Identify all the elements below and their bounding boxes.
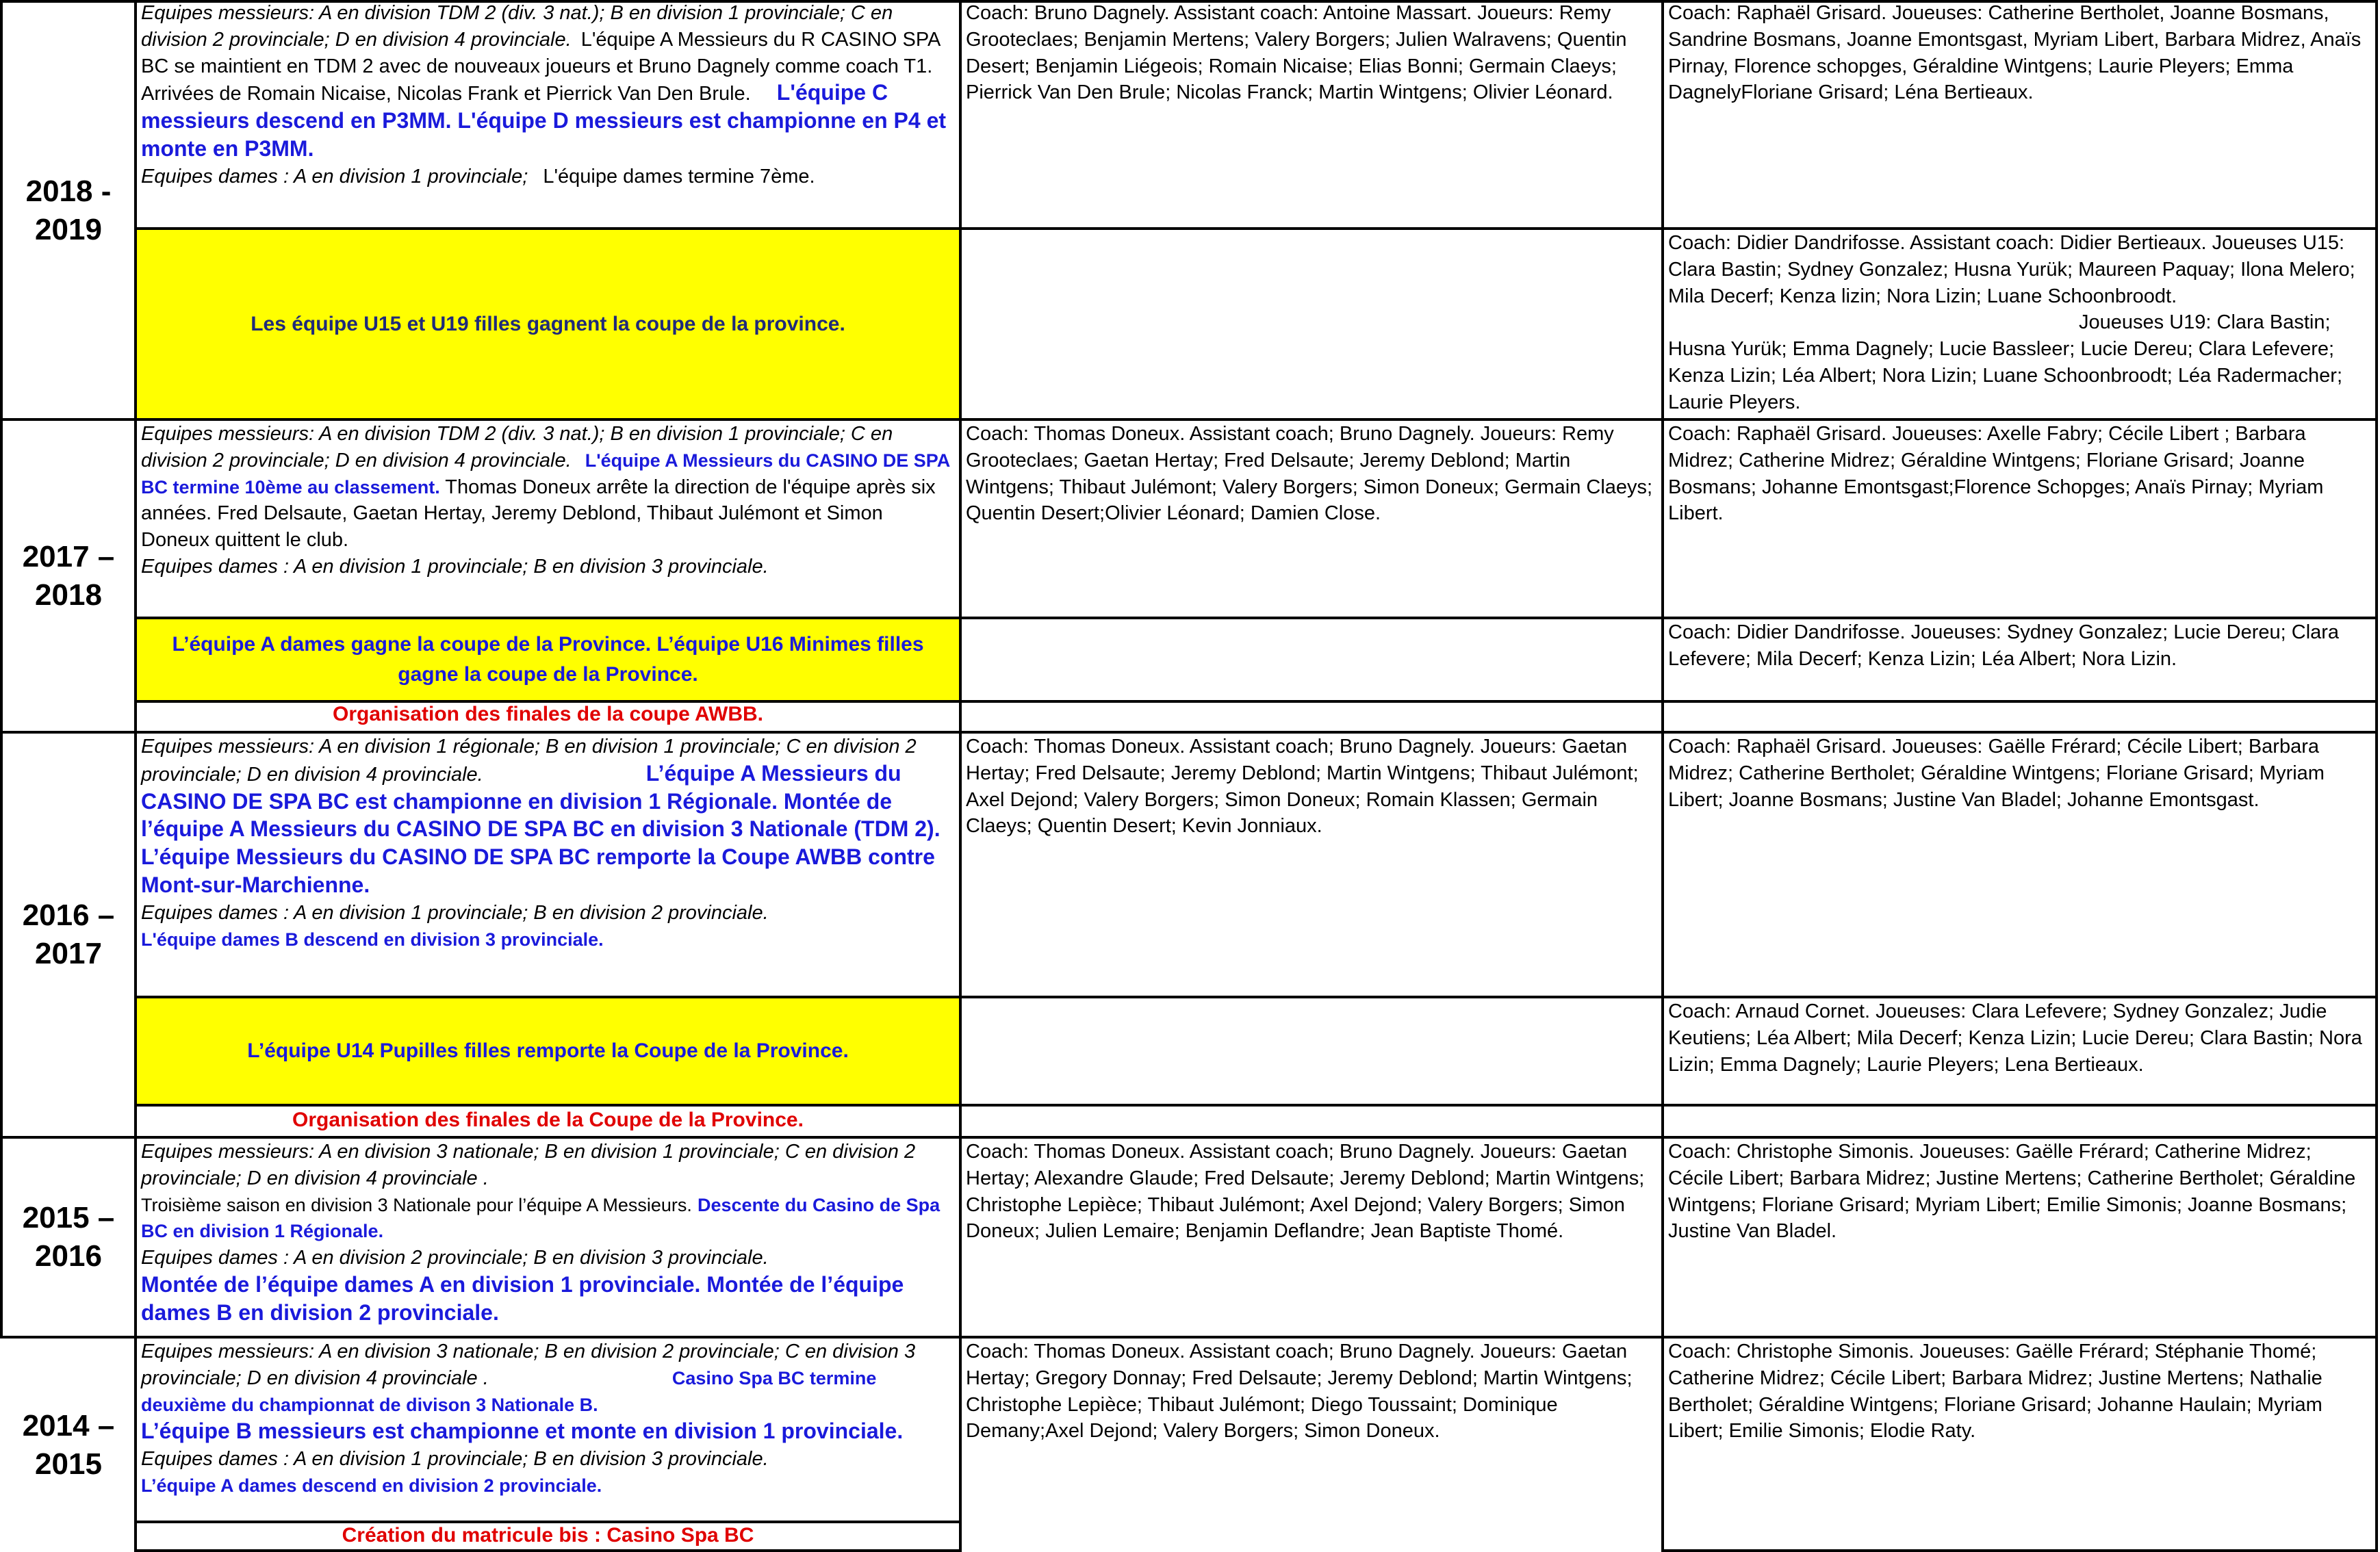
season-year: 2017 – 2018 xyxy=(22,539,115,612)
men-promotion: L’équipe B messieurs est championne et monte en division 1 provinciale. xyxy=(141,1419,904,1444)
youth-highlight: Les équipe U15 et U19 filles gagnent la coupe de la province. xyxy=(137,230,959,418)
season-year: 2018 - 2019 xyxy=(25,174,112,246)
season-year: 2016 – 2017 xyxy=(22,898,115,970)
women-roster: Coach: Christophe Simonis. Joueuses: Gaëlle Frérard; Stéphanie Thomé; Catherine Midrez; Cécile Libert; Barbara Midrez; Justine Mertens; Nathalie Bertholet; Géraldine Wintgens; Floriane Grisard; Johanne Haulain; Myriam Libert; Emilie Simonis; Elodie Raty. xyxy=(1668,1341,2323,1443)
men-roster: Coach: Thomas Doneux. Assistant coach; Bruno Dagnely. Joueurs: Gaetan Hertay; Alexandre Glaude; Fred Delsaute; Jeremy Deblond; Martin Wintgens; Christophe Lepièce; Thibaut Julémont; Axel Dejond; Valery Borgers; Simon Doneux; Julien Lemaire; Benjamin Deflandre; Jean Baptiste Thomé. xyxy=(966,1141,1645,1243)
event-note: Création du matricule bis : Casino Spa BC xyxy=(342,1524,754,1547)
youth-roster xyxy=(1664,230,2375,418)
event-note: Organisation des finales de la coupe AWBB. xyxy=(332,703,764,725)
men-summary xyxy=(137,1338,959,1521)
men-roster: Coach: Thomas Doneux. Assistant coach; Bruno Dagnely. Joueurs: Gaetan Hertay; Fred Delsaute; Jeremy Deblond; Martin Wintgens; Thibaut Julémont; Axel Dejond; Valery Borgers; Simon Doneux; Romain Klassen; Germain Claeys; Quentin Desert; Kevin Jonniaux. xyxy=(966,736,1639,838)
men-highlight: L'équipe A Messieurs du CASINO DE SPA BC termine 10ème au classement. xyxy=(141,450,950,497)
event-note: Organisation des finales de la Coupe de la Province. xyxy=(292,1109,804,1131)
men-summary xyxy=(137,1139,959,1336)
men-news: L'équipe A Messieurs du R CASINO SPA BC se maintient en TDM 2 avec de nouveaux joueurs et Bruno Dagnely comme coach T1. Arrivées de Romain Nicaise, Nicolas Frank et Pierrick Van Den Brule. xyxy=(141,28,940,105)
men-highlight: Descente du Casino de Spa BC en division 1 Régionale. xyxy=(141,1194,941,1242)
men-summary xyxy=(137,734,959,996)
women-teams: Equipes dames : A en division 1 provinciale; xyxy=(141,165,528,187)
men-roster: Coach: Thomas Doneux. Assistant coach; Bruno Dagnely. Joueurs: Gaetan Hertay; Gregory Donnay; Fred Delsaute; Jeremy Deblond; Martin Wintgens; Christophe Lepièce; Thibaut Julémont; Diego Toussaint; Dominique Demany;Axel Dejond; Valery Borgers; Simon Doneux. xyxy=(966,1341,1633,1443)
women-teams: Equipes dames : A en division 2 provinciale; B en division 3 provinciale. xyxy=(141,1247,769,1269)
youth-roster: Coach: Arnaud Cornet. Joueuses: Clara Lefevere; Sydney Gonzalez; Judie Keutiens; Léa Albert; Mila Decerf; Kenza Lizin; Lucie Dereu; Clara Bastin; Nora Lizin; Emma Dagnely; Laurie Pleyers; Lena Bertieaux. xyxy=(1668,1000,2362,1076)
men-teams: Equipes messieurs: A en division TDM 2 (div. 3 nat.); B en division 1 provinciale; C en division 2 provinciale; D en division 4 provinciale. xyxy=(141,423,893,471)
women-teams: Equipes dames : A en division 1 provinciale; B en division 3 provinciale. xyxy=(141,1448,769,1471)
youth-highlight: L’équipe A dames gagne la coupe de la Province. L’équipe U16 Minimes filles gagne la coupe de la Province. xyxy=(137,619,959,700)
women-teams: Equipes dames : A en division 1 provinciale; B en division 3 provinciale. xyxy=(141,555,769,578)
women-roster: Coach: Raphaël Grisard. Joueuses: Axelle Fabry; Cécile Libert ; Barbara Midrez; Catherine Midrez; Géraldine Wintgens; Floriane Grisard; Joanne Bosmans; Johanne Emontsgast;Florence Schopges; Anaïs Pirnay; Myriam Libert. xyxy=(1668,423,2324,525)
women-roster: Coach: Christophe Simonis. Joueuses: Gaëlle Frérard; Catherine Midrez; Cécile Libert; Barbara Midrez; Justine Mertens; Catherine Bertholet; Géraldine Wintgens; Floriane Grisard; Myriam Libert; Emilie Simonis; Joanne Bosmans; Justine Van Bladel. xyxy=(1668,1141,2356,1243)
women-teams: Equipes dames : A en division 1 provinciale; B en division 2 provinciale. xyxy=(141,901,769,924)
men-teams: Equipes messieurs: A en division 1 régionale; B en division 1 provinciale; C en division 2 provinciale; D en division 4 provinciale. xyxy=(141,736,917,786)
women-result: L'équipe dames termine 7ème. xyxy=(543,165,815,187)
men-roster: Coach: Bruno Dagnely. Assistant coach: Antoine Massart. Joueurs: Remy Grooteclaes; Benjamin Mertens; Valery Borgers; Julien Walravens; Quentin Desert; Benjamin Liégeois; Romain Nicaise; Elias Bonni; Germain Claeys; Pierrick Van Den Brule; Nicolas Franck; Martin Wintgens; Olivier Léonard. xyxy=(966,2,1627,104)
men-highlight: L'équipe C messieurs descend en P3MM. L'équipe D messieurs est championne en P4 et monte en P3MM. xyxy=(141,80,947,161)
women-roster: Coach: Raphaël Grisard. Joueuses: Catherine Bertholet, Joanne Bosmans, Sandrine Bosmans, Joanne Emontsgast, Myriam Libert, Barbara Midrez, Anaïs Pirnay, Florence schopges, Géraldine Wintgens; Laurie Pleyers; Emma DagnelyFloriane Grisard; Léna Bertieaux. xyxy=(1668,2,2362,104)
youth-roster-u19: Joueuses U19: Clara Bastin; Husna Yurük; Emma Dagnely; Lucie Bassleer; Lucie Dereu; Clara Lefevere; Kenza Lizin; Léa Albert; Nora Lizin; Luane Schoonbroodt; Léa Radermacher; Laurie Pleyers. xyxy=(1668,311,2343,413)
men-highlight: Casino Spa BC termine deuxième du championnat de divison 3 Nationale B. xyxy=(141,1367,877,1415)
men-summary xyxy=(137,421,959,617)
men-roster: Coach: Thomas Doneux. Assistant coach; Bruno Dagnely. Joueurs: Remy Grooteclaes; Gaetan Hertay; Fred Delsaute; Jeremy Deblond; Martin Wintgens; Thibaut Julémont; Valery Borgers; Simon Doneux; Germain Claeys; Quentin Desert;Olivier Léonard; Damien Close. xyxy=(966,423,1653,525)
women-result: L’équipe A dames descend en division 2 provinciale. xyxy=(141,1475,602,1496)
women-roster: Coach: Raphaël Grisard. Joueuses: Gaëlle Frérard; Cécile Libert; Barbara Midrez; Catherine Bertholet; Géraldine Wintgens; Floriane Grisard; Myriam Libert; Joanne Bosmans; Justine Van Bladel; Johanne Emontsgast. xyxy=(1668,736,2325,811)
women-result: L'équipe dames B descend en division 3 provinciale. xyxy=(141,929,604,950)
men-teams: Equipes messieurs: A en division 3 nationale; B en division 2 provinciale; C en division 3 provinciale; D en division 4 provinciale . xyxy=(141,1341,916,1389)
men-highlight: L’équipe A Messieurs du CASINO DE SPA BC est championne en division 1 Régionale. Montée de l’équipe A Messieurs du CASINO DE SPA BC en division 3 Nationale (TDM 2). L’équipe Messieurs du CASINO DE SPA BC remporte la Coupe AWBB contre Mont-sur-Marchienne. xyxy=(141,760,941,897)
youth-roster-u15: Coach: Didier Dandrifosse. Assistant coach: Didier Bertieaux. Joueuses U15: Clara Bastin; Sydney Gonzalez; Husna Yurük; Maureen Paquay; Ilona Melero; Mila Decerf; Kenza lizin; Nora Lizin; Luane Schoonbroodt. xyxy=(1668,232,2355,307)
season-year: 2015 – 2016 xyxy=(22,1201,115,1273)
men-news: Thomas Doneux arrête la direction de l'équipe après six années. Fred Delsaute, Gaetan Hertay, Jeremy Deblond, Thibaut Julémont et Simon Doneux quittent le club. xyxy=(141,476,936,552)
men-summary xyxy=(137,0,959,227)
season-year: 2014 – 2015 xyxy=(22,1409,115,1481)
men-teams: Equipes messieurs: A en division TDM 2 (div. 3 nat.); B en division 1 provinciale; C en division 2 provinciale; D en division 4 provinciale. xyxy=(141,2,893,51)
men-news: Troisième saison en division 3 Nationale pour l’équipe A Messieurs. xyxy=(141,1194,692,1215)
youth-highlight: L’équipe U14 Pupilles filles remporte la Coupe de la Province. xyxy=(137,998,959,1104)
men-teams: Equipes messieurs: A en division 3 nationale; B en division 1 provinciale; C en division 2 provinciale; D en division 4 provinciale . xyxy=(141,1141,916,1189)
women-result: Montée de l’équipe dames A en division 1 provinciale. Montée de l’équipe dames B en division 2 provinciale. xyxy=(141,1271,904,1325)
youth-roster: Coach: Didier Dandrifosse. Joueuses: Sydney Gonzalez; Lucie Dereu; Clara Lefevere; Mila Decerf; Kenza Lizin; Léa Albert; Nora Lizin. xyxy=(1668,621,2340,670)
